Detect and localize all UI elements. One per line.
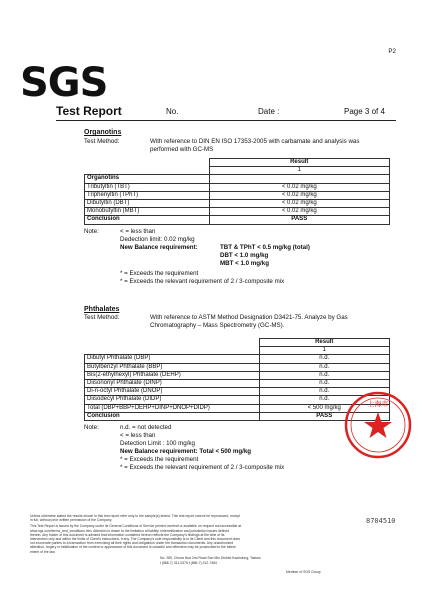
method-line-2: performed with GC-MS: [150, 146, 214, 153]
balance-line: New Balance requirement: Total < 500 mg/kg: [120, 448, 252, 455]
conclusion-value: PASS: [209, 216, 390, 224]
row-name: Dibutyl Phthalate (DBP): [85, 355, 260, 363]
phthalates-notes: [120, 424, 284, 472]
row-value: < 0.02 mg/kg: [209, 183, 390, 191]
footer-line: This Test Report is issued by the Company under its General Conditions of Service printed overleaf or available on request and accessible at: [30, 524, 242, 529]
table-row: [85, 199, 390, 207]
table-cell: [209, 175, 390, 183]
row-name: Diisononyl Phthalate (DINP): [85, 379, 260, 387]
row-value: < 0.02 mg/kg: [209, 208, 390, 216]
footer-line: not exonerate parties to a transaction from exercising all their rights and obligations under the transaction documents. Any unauthorized: [30, 541, 234, 546]
result-header: Result: [259, 339, 390, 347]
note-line: Dedection limit: 0.02 mg/kg: [120, 236, 195, 243]
footer-disclaimer: [30, 514, 360, 554]
row-name: Di-n-octyl Phthalate (DNOP): [85, 388, 260, 396]
conclusion-value: PASS: [259, 412, 390, 420]
table-row: [85, 371, 390, 379]
row-name: Triphenyltin (TPhT): [85, 191, 210, 199]
footer-phone: t (886-7) 311-0375 f (886-7) 312-7484: [160, 561, 217, 565]
star-note: * = Exceeds the requirement: [120, 270, 199, 277]
row-name: Diisodecyl Phthalate (DIDP): [85, 396, 260, 404]
balance-values: [220, 244, 310, 268]
row-name: Tributyltin (TBT): [85, 183, 210, 191]
footer-line: extent of the law.: [30, 549, 56, 554]
footer-line: alteration, forgery or falsification of the content or appearance of this document is unlawful and offenders may be prosecuted to the fullest: [30, 545, 236, 550]
result-subheader: 1: [209, 167, 390, 175]
organotins-head-col: Organotins: [85, 175, 210, 183]
row-name: Butylbenzyl Phthalate (BBP): [85, 363, 260, 371]
page-number: Page 3 of 4: [344, 107, 385, 116]
table-row: [85, 208, 390, 216]
table-row: [85, 355, 390, 363]
row-value: n.d.: [259, 388, 390, 396]
balance-block: [120, 244, 310, 268]
row-value: < 0.02 mg/kg: [209, 199, 390, 207]
result-header: Result: [209, 159, 390, 167]
star-note: * = Exceeds the relevant requirement of 2 / 3-composite mix: [120, 278, 285, 285]
organotins-method-text: [150, 138, 359, 154]
phthalates-note-label: Note:: [84, 424, 99, 431]
organotins-method-label: Test Method:: [84, 138, 120, 145]
note-line: Detection Limit : 100 mg/kg: [120, 440, 195, 447]
phthalates-section-title: Phthalates: [84, 306, 120, 313]
footer-line: therein. Any holder of this document is advised that information contained hereon reflects the Company's findings at the time of its: [30, 532, 225, 537]
result-subheader: 1: [259, 347, 390, 355]
corner-mark: P2: [388, 48, 396, 55]
footer-line: in full, without prior written permission of the Company.: [30, 518, 113, 523]
organotins-table: [84, 158, 390, 225]
company-stamp: [343, 390, 413, 460]
note-line: < = less than: [120, 228, 156, 235]
organotins-note-label: Note:: [84, 228, 99, 235]
row-value: < 0.02 mg/kg: [209, 191, 390, 199]
row-value: n.d.: [259, 379, 390, 387]
table-row: [85, 379, 390, 387]
note-line: n.d. = not detected: [120, 424, 172, 431]
table-row: [85, 191, 390, 199]
balance-label: New Balance requirement:: [120, 244, 198, 251]
conclusion-label: Conclusion: [85, 216, 210, 224]
row-value: n.d.: [259, 396, 390, 404]
report-number-label: No.: [166, 107, 179, 116]
method-line-1: With reference to DIN EN ISO 17353-2005 with carbamate and analysis was: [150, 138, 360, 145]
footer-address: No. 289, Chuna Hua 2nd Road San Min District Kaohsiung, Taiwan: [160, 556, 261, 560]
phthalates-method-label: Test Method:: [84, 314, 120, 321]
balance-line: DBT < 1.0 mg/kg: [220, 252, 269, 259]
row-name: Bis(2-ethylhexyl) Phthalate (DEHP): [85, 371, 260, 379]
header-divider: [56, 120, 396, 121]
footer-line: www.sgs.com/terms_and_conditions.htm. Attention is drawn to the limitation of liability, indemnification and jurisdiction issues defined: [30, 528, 230, 533]
row-value: n.d.: [259, 355, 390, 363]
table-row: [85, 183, 390, 191]
method-line-1: With reference to ASTM Method Designation D3421-75. Analyze by Gas: [150, 314, 348, 321]
organotins-notes: [120, 228, 310, 286]
note-line: < = less than: [120, 432, 156, 439]
row-name: Dibutyltin (DBT): [85, 199, 210, 207]
star-note: * = Exceeds the requirement: [120, 456, 199, 463]
stamp-star-icon: [364, 412, 392, 438]
star-note: * = Exceeds the relevant requirement of 2 / 3-composite mix: [120, 464, 285, 471]
serial-number: 8704510: [366, 517, 396, 525]
phthalates-method-text: [150, 314, 348, 330]
conclusion-label: Conclusion: [85, 412, 260, 420]
row-value: < 500 mg/kg: [259, 404, 390, 412]
table-corner: [85, 339, 260, 355]
row-name: Monobutyltin (MBT): [85, 208, 210, 216]
organotins-section-title: Organotins: [84, 129, 122, 136]
report-date-label: Date :: [258, 107, 280, 116]
row-value: n.d.: [259, 363, 390, 371]
footer-line: Unless otherwise stated the results shown in this test report refer only to the sample(s) tested. This test report cannot be reproduced, except: [30, 514, 241, 518]
balance-line: MBT < 1.0 mg/kg: [220, 260, 269, 267]
table-corner: [85, 159, 210, 175]
stamp-text: 上海市: [367, 400, 389, 408]
footer-line: intervention only and within the limits of Client's instructions, if any. The Company's sole responsibility is to its Client and this document does: [30, 537, 240, 542]
method-line-2: Chromatography – Mass Spectrometry (GC-MS).: [150, 322, 285, 329]
table-row: [85, 363, 390, 371]
conclusion-row: [85, 216, 390, 224]
row-value: n.d.: [259, 371, 390, 379]
sgs-logo: SGS: [20, 60, 108, 106]
balance-line: TBT & TPhT < 0.5 mg/kg (total): [220, 244, 310, 251]
row-name: Total (DBP+BBP+DEHP+DINP+DNOP+DIDP): [85, 404, 260, 412]
footer-member: Member of SGS Group: [286, 570, 321, 574]
report-title: Test Report: [56, 104, 122, 118]
